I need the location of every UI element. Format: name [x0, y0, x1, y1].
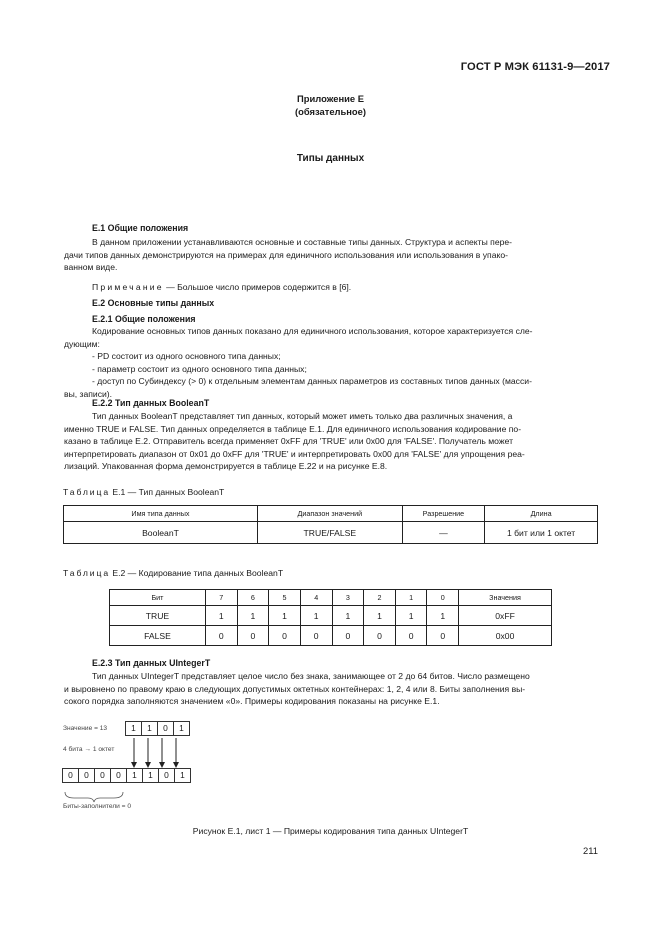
table-header-cell: 5: [269, 590, 301, 606]
table-cell: FALSE: [110, 626, 206, 646]
e2-heading: Е.2 Основные типы данных: [92, 298, 215, 308]
arrow-down-icon: [131, 738, 137, 768]
table-cell: 0: [205, 626, 237, 646]
e23-paragraph: [64, 670, 598, 708]
table-header-cell: Длина: [485, 506, 598, 522]
e1-line: дачи типов данных демонстрируются на примерах для единичного использования или использования в упако-: [64, 249, 508, 260]
table-row: [110, 626, 552, 646]
figure-caption: Рисунок Е.1, лист 1 — Примеры кодирования типа данных UIntegerT: [192, 826, 469, 836]
figure-mapping-label: 4 бита → 1 октет: [63, 746, 115, 753]
e23-heading: Е.2.3 Тип данных UIntegerT: [92, 658, 211, 668]
table2-caption-label: Таблица: [63, 568, 110, 578]
bit-cell: 1: [126, 768, 143, 783]
e23-line: Тип данных UIntegerT представляет целое число без знака, занимающее от 2 до 64 битов. Число размещено: [92, 671, 530, 681]
table-cell: 0: [300, 626, 332, 646]
table-cell: TRUE/FALSE: [257, 522, 402, 544]
table1-caption-text: Е.1 — Тип данных BooleanT: [110, 487, 225, 497]
e22-line: интерпретировать диапазон от 0x01 до 0xFF для 'TRUE' и интерпретировать 0x00 для 'FALSE' для упрощения реа-: [64, 448, 525, 459]
table-cell: 1: [395, 606, 427, 626]
figure-octet-bits: [63, 768, 191, 783]
bit-cell: 0: [78, 768, 95, 783]
bit-cell: 0: [62, 768, 79, 783]
table1-caption: [63, 487, 224, 497]
bit-cell: 0: [110, 768, 127, 783]
figure-value-bits: [126, 721, 190, 736]
e21-line: Кодирование основных типов данных показано для единичного использования, которое характеризуется сле-: [92, 326, 533, 336]
table2-caption: [63, 568, 283, 578]
arrow-down-icon: [145, 738, 151, 768]
page-number: 211: [583, 845, 598, 856]
e21-heading: Е.2.1 Общие положения: [92, 314, 196, 324]
figure-padding-label: Биты-заполнители = 0: [63, 803, 132, 810]
table-cell: 1: [332, 606, 364, 626]
e21-line: вы, записи).: [64, 388, 113, 399]
table-cell: 0xFF: [459, 606, 552, 626]
table-row: [64, 522, 598, 544]
table-cell: 1: [364, 606, 396, 626]
e22-heading: Е.2.2 Тип данных BooleanT: [92, 398, 210, 408]
e23-line: и выровнено по правому краю в следующих допустимых октетных контейнерах: 1, 2, 4 или 8. Биты заполнения вы-: [64, 683, 526, 694]
bit-cell: 0: [157, 721, 174, 736]
table-cell: 1: [237, 606, 269, 626]
e1-heading: Е.1 Общие положения: [92, 223, 189, 233]
table-cell: 1: [205, 606, 237, 626]
arrow-down-icon: [173, 738, 179, 768]
table-cell: 0: [237, 626, 269, 646]
e21-line: - параметр состоит из одного основного типа данных;: [92, 363, 307, 374]
table-header-cell: Бит: [110, 590, 206, 606]
table-cell: 1: [300, 606, 332, 626]
annex-heading: [0, 92, 661, 118]
table1-caption-label: Таблица: [63, 487, 110, 497]
bit-cell: 1: [141, 721, 158, 736]
table-cell: 0x00: [459, 626, 552, 646]
e1-paragraph: [64, 236, 598, 274]
table-header-cell: 6: [237, 590, 269, 606]
e22-line: Тип данных BooleanT представляет тип данных, который может иметь только два различных значения, а: [92, 411, 513, 421]
table-header-cell: Значения: [459, 590, 552, 606]
table-header-row: [110, 590, 552, 606]
bit-cell: 1: [142, 768, 159, 783]
bit-cell: 0: [94, 768, 111, 783]
e1-line: ванном виде.: [64, 262, 118, 273]
table-booleant-type: [63, 505, 598, 544]
e22-paragraph: [64, 410, 598, 473]
table2-caption-text: Е.2 — Кодирование типа данных BooleanT: [110, 568, 284, 578]
table-cell: 1: [269, 606, 301, 626]
table-cell: 0: [332, 626, 364, 646]
table-cell: 0: [269, 626, 301, 646]
section-title: Типы данных: [296, 153, 365, 164]
note-text: — Большое число примеров содержится в [6].: [163, 282, 352, 292]
e22-line: именно TRUE и FALSE. Тип данных определяется в таблице Е.1. Для единичного использования кодирование по-: [64, 423, 522, 434]
table-cell: 1 бит или 1 октет: [485, 522, 598, 544]
bit-cell: 1: [174, 768, 191, 783]
table-booleant-coding: [109, 589, 552, 646]
table-header-cell: Диапазон значений: [257, 506, 402, 522]
e1-note: [92, 281, 598, 294]
e23-line: сокого порядка заполняются значением «0». Примеры кодирования показаны на рисунке Е.1.: [64, 696, 440, 707]
bit-cell: 1: [125, 721, 142, 736]
table-header-cell: Разрешение: [402, 506, 484, 522]
e21-line: дующим:: [64, 338, 100, 349]
annex-title: Приложение Е: [297, 93, 364, 104]
bit-cell: 1: [173, 721, 190, 736]
table-cell: —: [402, 522, 484, 544]
padding-brace: [65, 792, 123, 802]
annex-status: (обязательное): [295, 106, 366, 117]
table-cell: 0: [395, 626, 427, 646]
table-row: [110, 606, 552, 626]
table-header-cell: 7: [205, 590, 237, 606]
table-cell: 1: [427, 606, 459, 626]
e21-line: - доступ по Субиндексу (> 0) к отдельным элементам данных параметров из составных типов данных (масси-: [92, 376, 532, 387]
arrow-down-icon: [159, 738, 165, 768]
e21-line: - PD состоит из одного основного типа данных;: [92, 351, 281, 362]
bit-cell: 0: [158, 768, 175, 783]
note-label: Примечание: [92, 282, 164, 292]
table-cell: 0: [364, 626, 396, 646]
table-header-cell: 4: [300, 590, 332, 606]
e21-paragraph: [64, 325, 598, 401]
figure-value-label: Значение = 13: [63, 725, 108, 732]
table-header-cell: 1: [395, 590, 427, 606]
table-header-cell: 2: [364, 590, 396, 606]
e22-line: лизаций. Упакованная форма демонстрируется в таблице Е.22 и на рисунке Е.8.: [64, 461, 388, 472]
table-header-cell: 0: [427, 590, 459, 606]
e1-line: В данном приложении устанавливаются основные и составные типы данных. Структура и аспекты пере-: [92, 237, 513, 247]
document-header: ГОСТ Р МЭК 61131-9—2017: [460, 61, 610, 73]
table-header-cell: 3: [332, 590, 364, 606]
table-header-row: [64, 506, 598, 522]
e22-line: казано в таблице Е.2. Отправитель всегда применяет 0xFF для 'TRUE' или 0x00 для 'FALSE'. Получатель может: [64, 436, 514, 447]
table-cell: BooleanT: [64, 522, 258, 544]
table-header-cell: Имя типа данных: [64, 506, 258, 522]
table-cell: TRUE: [110, 606, 206, 626]
table-cell: 0: [427, 626, 459, 646]
